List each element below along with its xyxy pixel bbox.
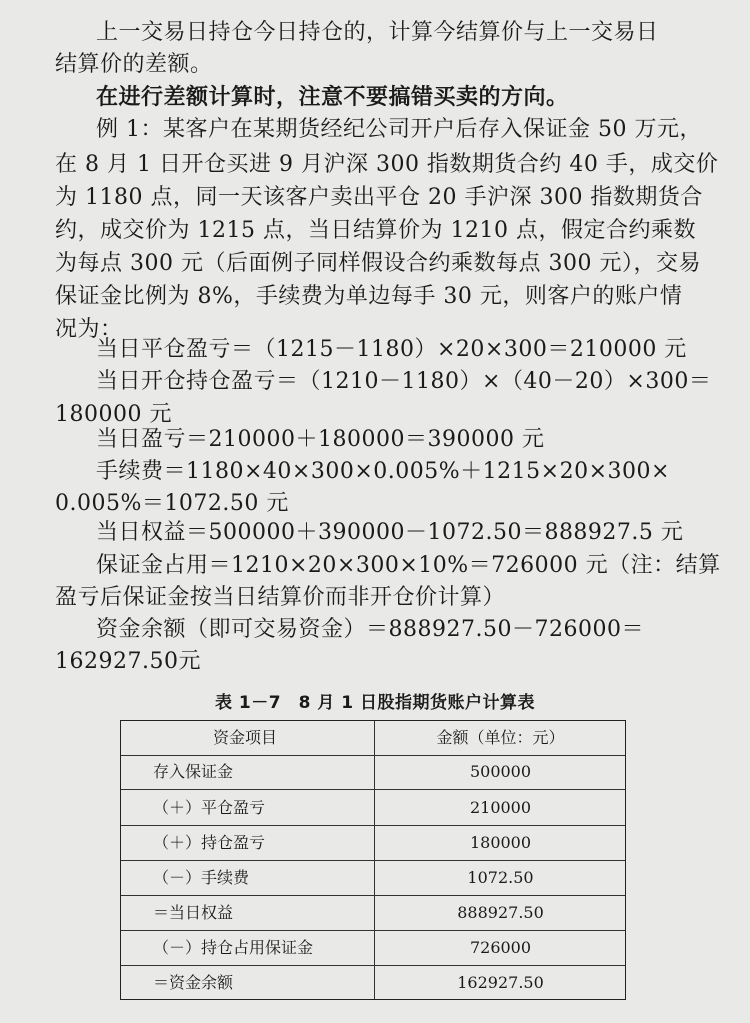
text-line: 保证金占用＝1210×20×300×10%＝726000 元（注：结算 [96,553,721,578]
item-cell: 存入保证金 [153,762,234,781]
amount-cell: 162927.50 [457,973,544,992]
item-cell: ＝当日权益 [153,903,234,922]
text-line: 180000 元 [55,402,172,427]
amount-cell: 210000 [469,798,532,817]
text-line: 162927.50元 [55,649,201,674]
text-line: 当日平仓盈亏＝（1215－1180）×20×300＝210000 元 [96,337,687,362]
text-line: 0.005%＝1072.50 元 [55,491,289,516]
text-line: 保证金比例为 8%，手续费为单边每手 30 元，则客户的账户情 [55,284,683,309]
text-line: 上一交易日持仓今日持仓的，计算今结算价与上一交易日 [96,20,659,45]
text-line: 约，成交价为 1215 点，当日结算价为 1210 点，假定合约乘数 [55,218,696,243]
text-line: 结算价的差额。 [55,52,213,77]
account-table [120,720,626,1000]
text-line: 在进行差额计算时，注意不要搞错买卖的方向。 [96,84,569,110]
text-line: 当日权益＝500000＋390000－1072.50＝888927.5 元 [96,520,684,545]
amount-cell: 888927.50 [457,903,544,922]
table-caption: 表 1－7 8 月 1 日股指期货账户计算表 [215,693,535,713]
text-line: 况为： [55,317,123,342]
text-line: 当日盈亏＝210000＋180000＝390000 元 [96,427,545,452]
text-line: 当日开仓持仓盈亏＝（1210－1180）×（40－20）×300＝ [96,369,712,394]
table-row [121,931,625,966]
item-cell: （－）持仓占用保证金 [153,938,314,957]
table-row [121,791,625,826]
item-cell: （＋）持仓盈亏 [153,833,266,852]
table-row [121,861,625,896]
header-item: 资金项目 [213,728,278,747]
text-line: 在 8 月 1 日开仓买进 9 月沪深 300 指数期货合约 40 手，成交价 [55,152,719,177]
table-row [121,896,625,931]
text-line: 盈亏后保证金按当日结算价而非开仓价计算） [55,585,506,610]
amount-cell: 500000 [469,762,532,781]
amount-cell: 180000 [469,833,532,852]
text-line: 例 1：某客户在某期货经纪公司开户后存入保证金 50 万元， [96,117,702,142]
table-row [121,755,625,790]
item-cell: （－）手续费 [153,868,250,887]
item-cell: （＋）平仓盈亏 [153,798,266,817]
text-line: 为 1180 点，同一天该客户卖出平仓 20 手沪深 300 指数期货合 [55,185,703,210]
amount-cell: 726000 [469,938,532,957]
table-row [121,826,625,861]
text-line: 手续费＝1180×40×300×0.005%＋1215×20×300× [96,459,670,484]
text-line: 为每点 300 元（后面例子同样假设合约乘数每点 300 元），交易 [55,251,701,276]
amount-cell: 1072.50 [467,868,534,887]
header-amount: 金额（单位：元） [436,728,565,747]
table-header-row [121,721,625,756]
item-cell: ＝资金余额 [153,973,234,992]
text-line: 资金余额（即可交易资金）＝888927.50－726000＝ [96,617,644,642]
table-row [121,966,625,1000]
